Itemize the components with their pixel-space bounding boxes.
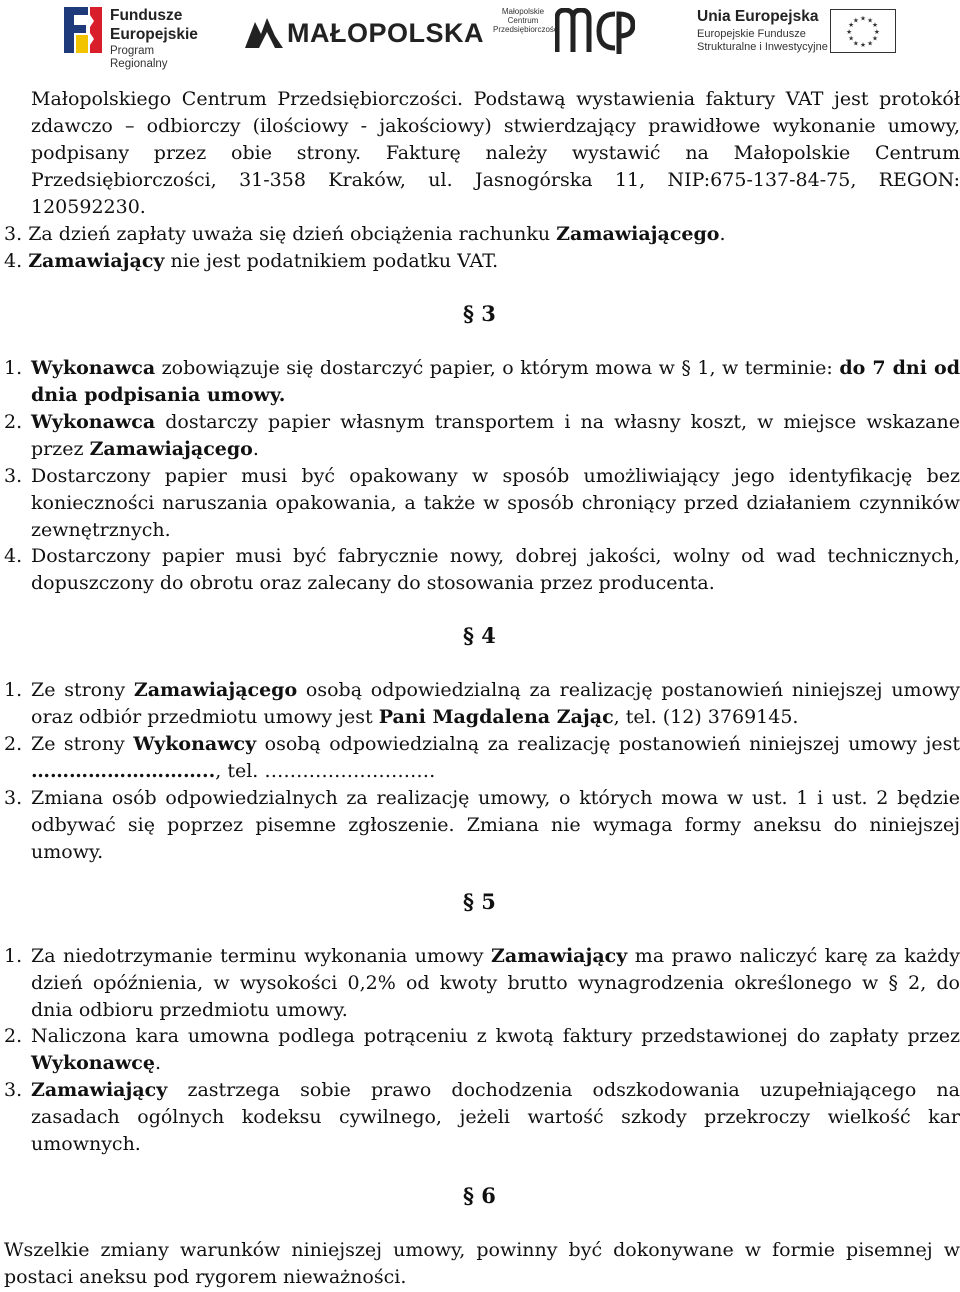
svg-text:★: ★ — [867, 16, 874, 25]
item-text: Ze strony — [31, 679, 134, 701]
fe-emblem-icon — [62, 5, 104, 55]
svg-text:★: ★ — [860, 14, 866, 23]
fe-line2: Europejskie — [110, 26, 198, 43]
intro-line-1: Małopolskiego Centrum Przedsiębiorczości. Podstawą wystawienia faktury VAT jest protokół — [31, 88, 960, 110]
header-logos — [0, 0, 960, 70]
s5-item-3-line-3: umownych. — [31, 1133, 141, 1155]
s3-item-3-line-1: Dostarczony papier musi być opakowany w sposób umożliwiający jego identyfikację bez — [31, 465, 960, 487]
intro-line-2: zdawczo – odbiorczy (ilościowy - jakościowy) stwierdzający prawidłowe wykonanie umowy, — [31, 115, 960, 137]
section-heading-4: § 4 — [463, 623, 496, 648]
item-text: . — [154, 1052, 161, 1074]
svg-text:★: ★ — [848, 21, 855, 30]
unia-europejska-logo — [697, 6, 897, 58]
section-heading-3: § 3 — [463, 301, 496, 326]
s5-item-1-line-1 — [31, 944, 960, 968]
s6-line-2: postaci aneksu pod rygorem nieważności. — [4, 1266, 407, 1288]
svg-text:★: ★ — [848, 34, 855, 43]
s6-line-1: Wszelkie zmiany warunków niniejszej umowy, powinny być dokonywane w formie pisemnej w — [4, 1239, 960, 1261]
item-text: dostarczy papier własnym transportem i na własny koszt, w miejsce wskazane — [155, 411, 960, 433]
s4-item-1-num: 1. — [4, 679, 23, 701]
section-heading-5: § 5 — [463, 889, 496, 914]
s4-item-3-line-3: umowy. — [31, 841, 104, 863]
s5-item-1-line-3: dnia odbioru przedmiotu umowy. — [31, 999, 348, 1021]
svg-text:★: ★ — [852, 16, 859, 25]
item-text: zastrzega sobie prawo dochodzenia odszkodowania uzupełniającego na — [167, 1079, 960, 1101]
s5-item-3-num: 3. — [4, 1079, 23, 1101]
svg-text:★: ★ — [871, 21, 878, 30]
item-bold: Zamawiającego — [89, 438, 253, 460]
item-bold: do 7 dni od — [839, 357, 960, 379]
s3-item-3-num: 3. — [4, 465, 23, 487]
s3-item-1-line-2 — [31, 383, 285, 407]
s5-item-3-line-2: zasadach ogólnych kodeksu cywilnego, jeżeli wartość szkody przekroczy wielkość kar — [31, 1106, 960, 1128]
item-text: przez — [31, 438, 90, 460]
svg-text:★: ★ — [852, 39, 859, 48]
s3-item-4-line-2: dopuszczony do obrotu oraz zalecany do stosowania przez producenta. — [31, 572, 715, 594]
item-bold: Zamawiający — [28, 250, 165, 272]
s4-item-2-num: 2. — [4, 733, 23, 755]
ue-line2: Europejskie Fundusze — [697, 28, 806, 40]
fundusze-europejskie-logo — [62, 3, 212, 70]
item-bold: dnia podpisania umowy. — [31, 384, 286, 406]
item-bold: Wykonawca — [31, 411, 156, 433]
item-bold: Zamawiającego — [133, 679, 298, 701]
svg-text:★: ★ — [860, 41, 866, 50]
item-bold: Zamawiającego — [556, 223, 720, 245]
s3-item-3-line-2: konieczności naruszania opakowania, a także w sposób chroniący przed działaniem czynników — [31, 492, 960, 514]
eu-flag-icon — [830, 9, 896, 53]
intro-line-5: 120592230. — [31, 196, 146, 218]
s4-item-2-line-1 — [31, 732, 960, 756]
malopolska-logo — [245, 12, 484, 52]
mcp-logo — [493, 4, 638, 58]
svg-text:★: ★ — [867, 39, 874, 48]
item-number: 3. — [4, 223, 23, 245]
item-text: Za dzień zapłaty uważa się dzień obciążenia rachunku — [28, 223, 557, 245]
s3-item-1-line-1 — [31, 356, 960, 380]
fe-line1: Fundusze — [110, 7, 183, 24]
s3-item-4-num: 4. — [4, 545, 23, 567]
svg-text:★: ★ — [873, 27, 880, 36]
item-bold: Zamawiający — [491, 945, 628, 967]
s3-item-2-line-2 — [31, 437, 259, 461]
item-text: nie jest podatnikiem podatku VAT. — [164, 250, 499, 272]
s4-item-1-line-1 — [31, 678, 960, 702]
item-text: . — [252, 438, 259, 460]
item-text: ma prawo naliczyć karę za każdy — [627, 945, 960, 967]
item-text: zobowiązuje się dostarczyć papier, o którym mowa w § 1, w terminie: — [155, 357, 840, 379]
s3-item-2-num: 2. — [4, 411, 23, 433]
fe-line3: Program Regionalny — [110, 45, 168, 70]
item-text: osobą odpowiedzialną za realizację postanowień niniejszej umowy — [297, 679, 960, 701]
ue-line3: Strukturalne i Inwestycyjne — [697, 41, 828, 53]
s5-item-2-line-1: Naliczona kara umowna podlega potrąceniu z kwotą faktury przedstawionej do zapłaty przez — [31, 1025, 960, 1047]
s5-item-2-num: 2. — [4, 1025, 23, 1047]
item-text: , tel. (12) 3769145. — [613, 706, 799, 728]
s4-item-3-line-2: odbywać się poprzez pisemne zgłoszenie. Zmiana nie wymaga formy aneksu do niniejszej — [31, 814, 960, 836]
item-text: , tel. ……………………… — [215, 760, 436, 782]
item-text: oraz odbiór przedmiotu umowy jest — [31, 706, 379, 728]
svg-text:★: ★ — [846, 27, 853, 36]
item-text: . — [719, 223, 726, 245]
s4-item-3-num: 3. — [4, 787, 23, 809]
item-text: Ze strony — [31, 733, 134, 755]
item-number: 4. — [4, 250, 23, 272]
item-bold: Zamawiający — [31, 1079, 168, 1101]
s3-item-1-num: 1. — [4, 357, 23, 379]
malopolska-wordmark: MAŁOPOLSKA — [287, 18, 484, 48]
item-3-payment — [4, 222, 725, 246]
item-text: osobą odpowiedzialną za realizację postanowień niniejszej umowy jest — [256, 733, 960, 755]
s5-item-1-num: 1. — [4, 945, 23, 967]
intro-line-3: podpisany przez obie strony. Fakturę należy wystawić na Małopolskie Centrum — [31, 142, 960, 164]
item-bold: Pani Magdalena Zając — [378, 706, 614, 728]
s4-item-3-line-1: Zmiana osób odpowiedzialnych za realizację umowy, o których mowa w ust. 1 i ust. 2 będzie — [31, 787, 960, 809]
item-4-vat — [4, 249, 498, 273]
s4-item-2-line-2 — [31, 759, 435, 783]
s5-item-2-line-2 — [31, 1051, 161, 1075]
s3-item-4-line-1: Dostarczony papier musi być fabrycznie nowy, dobrej jakości, wolny od wad technicznych, — [31, 545, 960, 567]
mcp-name: Małopolskie Centrum Przedsiębiorczości — [493, 7, 560, 34]
item-bold: ……………………….. — [31, 760, 216, 782]
s3-item-2-line-1 — [31, 410, 960, 434]
item-bold: Wykonawca — [31, 357, 156, 379]
mcp-monogram-icon — [555, 8, 635, 54]
s3-item-3-line-3: zewnętrznych. — [31, 519, 171, 541]
s4-item-1-line-2 — [31, 705, 798, 729]
item-bold: Wykonawcy — [133, 733, 257, 755]
malopolska-mountain-icon — [245, 14, 283, 48]
item-bold: Wykonawcę — [31, 1052, 155, 1074]
ue-line1: Unia Europejska — [697, 8, 819, 25]
item-text: Za niedotrzymanie terminu wykonania umowy — [31, 945, 492, 967]
svg-text:★: ★ — [871, 34, 878, 43]
intro-line-4: Przedsiębiorczości, 31-358 Kraków, ul. Jasnogórska 11, NIP:675-137-84-75, REGON: — [31, 169, 960, 191]
s5-item-1-line-2: dzień opóźnienia, w wysokości 0,2% od kwoty brutto wynagrodzenia określonego w § 2, do — [31, 972, 960, 994]
s5-item-3-line-1 — [31, 1078, 960, 1102]
section-heading-6: § 6 — [463, 1183, 496, 1208]
